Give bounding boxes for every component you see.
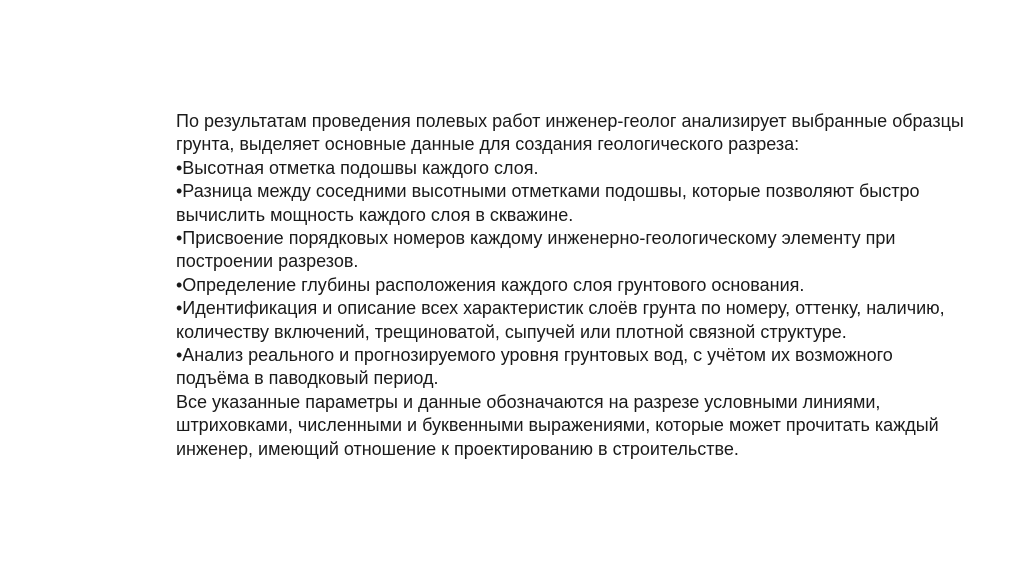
bullet-item: •Разница между соседними высотными отметками подошвы, которые позволяют быстро вычислить мощность каждого слоя в скважине. — [176, 181, 920, 225]
bullet-item: •Анализ реального и прогнозируемого уровня грунтовых вод, с учётом их возможного подъёма в паводковый период. — [176, 345, 893, 389]
bullet-item: •Идентификация и описание всех характеристик слоёв грунта по номеру, оттенку, наличию, количеству включений, трещиноватой, сыпучей или плотной связной структуре. — [176, 298, 945, 342]
slide-text-block — [176, 110, 966, 461]
conclusion-paragraph: Все указанные параметры и данные обозначаются на разрезе условными линиями, штриховками, численными и буквенными выражениями, которые может прочитать каждый инженер, имеющий отношение к проектированию в строительстве. — [176, 391, 939, 459]
bullet-item: •Присвоение порядковых номеров каждому инженерно-геологическому элементу при построении разрезов. — [176, 228, 896, 272]
bullet-item: •Высотная отметка подошвы каждого слоя. — [176, 157, 539, 178]
bullet-item: •Определение глубины расположения каждого слоя грунтового основания. — [176, 274, 805, 295]
intro-paragraph: По результатам проведения полевых работ инженер-геолог анализирует выбранные образцы грунта, выделяет основные данные для создания геологического разреза: — [176, 111, 964, 155]
